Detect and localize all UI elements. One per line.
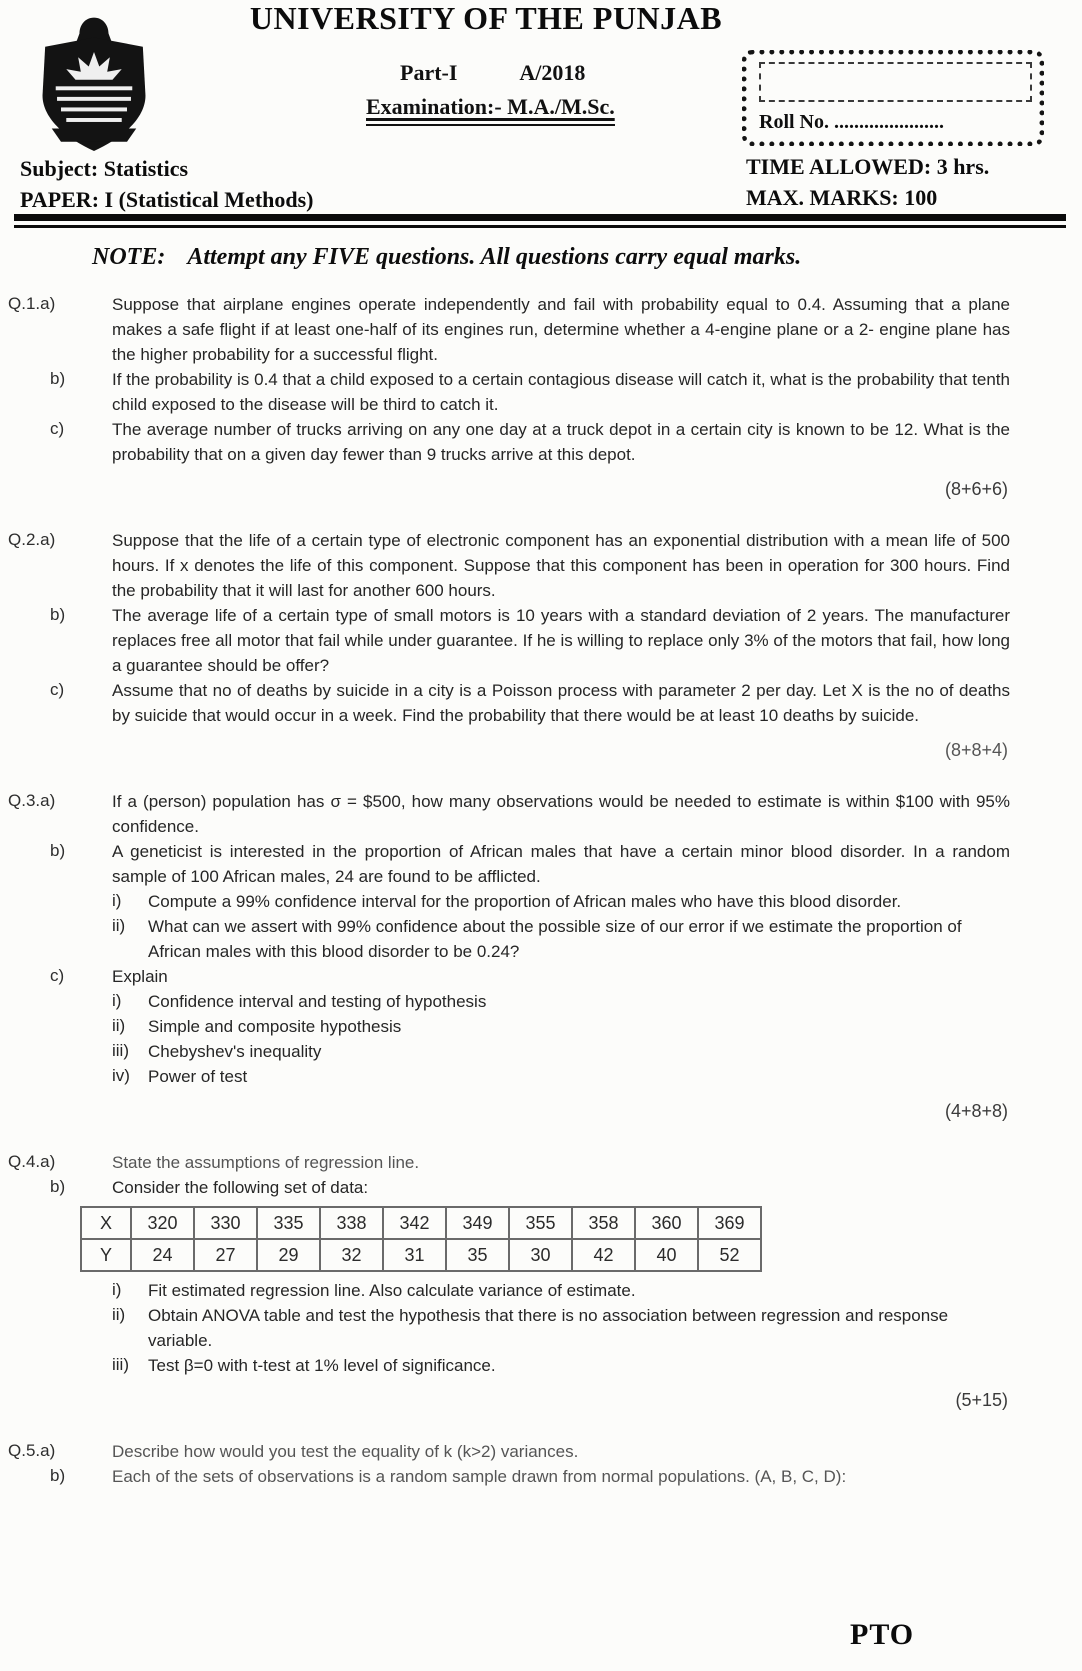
question-part-label: Q.1.a) [8,294,56,313]
max-marks-label: MAX. MARKS: 100 [746,185,938,210]
table-cell: 24 [131,1239,194,1271]
question-part-text: The average number of trucks arriving on any one day at a truck depot in a certain city is known to be 12. What is the probability that on a given day fewer than 9 trucks arrive at this depot. [112,420,1010,464]
question-2 [8,528,1022,761]
session-label: A/2018 [519,60,586,85]
table-cell: 29 [257,1239,320,1271]
question-part-label: c) [50,680,65,699]
table-cell: 360 [635,1207,698,1239]
subitem-label: ii) [112,1305,126,1324]
question-part-text: The average life of a certain type of small motors is 10 years with a standard deviation of 2 years. The manufacturer replaces free all motor that fail while under guarantee. If he is willing to replace only 3% of the motors that fail, how long a guarantee should be offer? [112,606,1010,675]
table-cell: 52 [698,1239,761,1271]
question-part [8,1439,1022,1464]
question-part-label: Q.5.a) [8,1441,56,1460]
question-part-label: c) [50,419,65,438]
question-part-label: c) [50,966,65,985]
question-subitem [112,1039,1022,1064]
subitem-text: Test β=0 with t-test at 1% level of significance. [148,1356,496,1375]
roll-no-inner-box [759,62,1032,102]
question-part [8,367,1022,417]
table-cell: 349 [446,1207,509,1239]
question-part-label: b) [50,605,66,624]
marks-badge: (4+8+8) [944,1101,1008,1121]
question-1 [8,292,1022,500]
question-part [8,789,1022,839]
subitem-label: iv) [112,1066,130,1085]
note-label: NOTE: [92,244,166,270]
question-part-label: Q.4.a) [8,1152,56,1171]
table-cell: 358 [572,1207,635,1239]
subitem-text: Obtain ANOVA table and test the hypothesis that there is no association between regression and response variable. [148,1306,949,1350]
marks-badge: (8+6+6) [944,479,1008,499]
question-part-label: b) [50,1466,66,1485]
table-cell: 40 [635,1239,698,1271]
table-cell: 330 [194,1207,257,1239]
question-part-text: Assume that no of deaths by suicide in a city is a Poisson process with parameter 2 per day. Let X is the no of deaths by suicide that would occur in a week. Find the probability that there would be at least 10 deaths by suicide. [112,681,1010,725]
time-allowed-label: TIME ALLOWED: 3 hrs. [746,154,990,179]
question-part [8,839,1022,889]
question-part-text: If the probability is 0.4 that a child exposed to a certain contagious disease will catch it, what is the probability that tenth child exposed to the disease will be third to catch it. [112,370,1010,414]
question-part [8,678,1022,728]
part-label: Part-I [400,60,458,85]
data-table [80,1206,762,1272]
question-5 [8,1439,1022,1489]
question-subitem [112,1278,1022,1303]
table-cell: 335 [257,1207,320,1239]
question-part [8,417,1022,467]
questions-area [8,292,1022,1517]
examination-line [366,94,615,120]
table-row-y [81,1239,761,1271]
question-part [8,528,1022,603]
subitem-label: ii) [112,916,126,935]
question-subitem [112,914,1022,964]
subitem-text: Power of test [148,1067,248,1086]
subitem-label: i) [112,991,122,1010]
question-part-text: Each of the sets of observations is a random sample drawn from normal populations. (A, B, C, D): [112,1467,847,1486]
question-part-label: b) [50,1177,66,1196]
table-cell: 338 [320,1207,383,1239]
time-marks-block [746,151,989,213]
table-cell: 27 [194,1239,257,1271]
table-cell: 31 [383,1239,446,1271]
subitem-text: What can we assert with 99% confidence about the possible size of our error if we estimate the proportion of African males with this blood disorder to be 0.24? [148,917,962,961]
table-header-y: Y [81,1239,131,1271]
subitem-text: Compute a 99% confidence interval for the proportion of African males who have this blood disorder. [148,892,902,911]
examination-text: Examination:- M.A./M.Sc. [366,94,615,126]
subitem-text: Simple and composite hypothesis [148,1017,402,1036]
question-part [8,964,1022,989]
roll-no-box [742,50,1044,146]
subitem-label: iii) [112,1355,129,1374]
pto-label: PTO [850,1618,915,1651]
question-part [8,1464,1022,1489]
question-part-label: b) [50,369,66,388]
subitem-text: Confidence interval and testing of hypothesis [148,992,487,1011]
question-4 [8,1150,1022,1411]
marks-badge: (5+15) [955,1390,1008,1410]
page-title: UNIVERSITY OF THE PUNJAB [249,0,723,36]
table-cell: 320 [131,1207,194,1239]
question-part [8,603,1022,678]
question-subitem [112,989,1022,1014]
roll-no-label: Roll No. ...................... [759,111,944,133]
table-cell: 35 [446,1239,509,1271]
question-part-text: A geneticist is interested in the proportion of African males that have a certain minor blood disorder. In a random sample of 100 African males, 24 are found to be afflicted. [112,842,1010,886]
note-line [92,244,1042,271]
question-part-text: Explain [112,967,168,986]
note-text: Attempt any FIVE questions. All questions carry equal marks. [187,244,802,270]
subitem-text: Fit estimated regression line. Also calculate variance of estimate. [148,1281,636,1300]
question-part-label: Q.2.a) [8,530,56,549]
subject-line: Subject: Statistics [20,156,189,181]
question-part-text: If a (person) population has σ = $500, how many observations would be needed to estimate is within $100 with 95% confidence. [112,792,1010,836]
question-part-text: Suppose that airplane engines operate independently and fail with probability equal to 0.4. Assuming that a plane makes a safe flight if at least one-half of its engines run, determine whether a 4-engine plane or a 2- engine plane has the higher probability for a successful flight. [112,295,1010,364]
question-part [8,1150,1022,1175]
table-row-x [81,1207,761,1239]
header-divider-rule [14,214,1066,228]
question-subitem [112,1303,1022,1353]
question-part-label: Q.3.a) [8,791,56,810]
subitem-label: i) [112,891,122,910]
table-cell: 42 [572,1239,635,1271]
marks-badge: (8+8+4) [944,740,1008,760]
subitem-label: ii) [112,1016,126,1035]
table-header-x: X [81,1207,131,1239]
question-subitem [112,1064,1022,1089]
table-cell: 355 [509,1207,572,1239]
question-part-text: Suppose that the life of a certain type of electronic component has an exponential distribution with a mean life of 500 hours. If x denotes the life of this component. Suppose that this component has been in operation for 300 hours. Find the probability that it will last for another 600 hours. [112,531,1010,600]
question-part [8,1175,1022,1200]
question-subitem [112,889,1022,914]
question-subitem [112,1353,1022,1378]
table-cell: 369 [698,1207,761,1239]
paper-line: PAPER: I (Statistical Methods) [20,187,314,212]
question-part-text: Consider the following set of data: [112,1178,369,1197]
question-part [8,292,1022,367]
part-session-line [400,60,585,86]
question-part-text: Describe how would you test the equality of k (k>2) variances. [112,1442,579,1461]
question-part-text: State the assumptions of regression line. [112,1153,420,1172]
table-cell: 342 [383,1207,446,1239]
subject-block [20,153,314,215]
subitem-label: i) [112,1280,122,1299]
subitem-text: Chebyshev's inequality [148,1042,322,1061]
table-cell: 30 [509,1239,572,1271]
subitem-label: iii) [112,1041,129,1060]
question-3 [8,789,1022,1122]
question-part-label: b) [50,841,66,860]
question-subitem [112,1014,1022,1039]
table-cell: 32 [320,1239,383,1271]
